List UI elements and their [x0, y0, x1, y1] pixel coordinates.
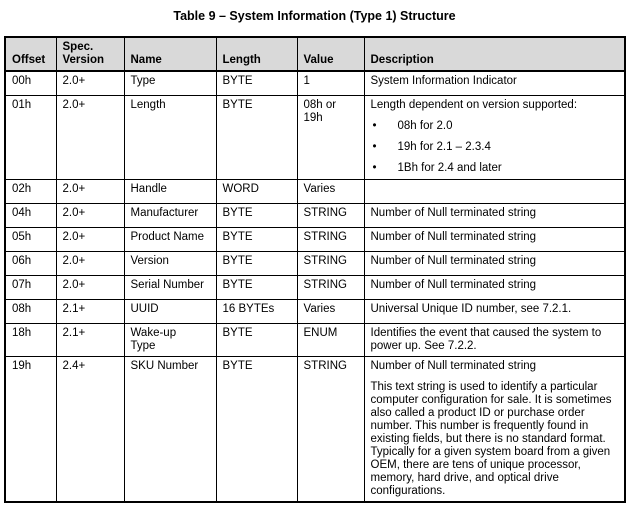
table-row: [5, 324, 625, 357]
table-row: [5, 276, 625, 300]
cell-length: BYTE: [216, 324, 297, 357]
cell-spec: 2.0+: [56, 71, 124, 96]
header-value: Value: [297, 37, 364, 71]
cell-spec: 2.0+: [56, 276, 124, 300]
cell-name: UUID: [124, 300, 216, 324]
cell-description: System Information Indicator: [364, 71, 625, 96]
cell-spec: 2.1+: [56, 300, 124, 324]
cell-name: Product Name: [124, 228, 216, 252]
table-row: [5, 300, 625, 324]
header-length: Length: [216, 37, 297, 71]
table-row: [5, 96, 625, 180]
cell-length: BYTE: [216, 276, 297, 300]
cell-offset: 04h: [5, 204, 56, 228]
cell-spec: 2.0+: [56, 180, 124, 204]
cell-offset: 06h: [5, 252, 56, 276]
header-offset: Offset: [5, 37, 56, 71]
cell-description: Number of Null terminated string: [364, 252, 625, 276]
table-row: [5, 180, 625, 204]
cell-value: Varies: [297, 300, 364, 324]
cell-name: Serial Number: [124, 276, 216, 300]
table-row: [5, 357, 625, 503]
description-text: Number of Null terminated string: [370, 360, 537, 372]
cell-value: STRING: [297, 228, 364, 252]
cell-offset: 07h: [5, 276, 56, 300]
table-row: [5, 252, 625, 276]
bullet-list: [371, 120, 620, 175]
cell-description: Universal Unique ID number, see 7.2.1.: [364, 300, 625, 324]
cell-value: ENUM: [297, 324, 364, 357]
cell-offset: 19h: [5, 357, 56, 503]
cell-offset: 08h: [5, 300, 56, 324]
cell-description: Number of Null terminated string: [364, 276, 625, 300]
cell-description: Number of Null terminated string: [364, 228, 625, 252]
cell-name: Type: [124, 71, 216, 96]
cell-spec: 2.0+: [56, 252, 124, 276]
cell-length: BYTE: [216, 96, 297, 180]
cell-length: 16 BYTEs: [216, 300, 297, 324]
cell-spec: 2.4+: [56, 357, 124, 503]
cell-spec: 2.0+: [56, 96, 124, 180]
cell-value: STRING: [297, 357, 364, 503]
table-title: Table 9 – System Information (Type 1) Structure: [173, 9, 456, 23]
bullet-item: • 08h for 2.0: [371, 120, 620, 133]
cell-description: [364, 357, 625, 503]
cell-description: [364, 96, 625, 180]
cell-value: STRING: [297, 276, 364, 300]
bullet-item: • 19h for 2.1 – 2.3.4: [371, 141, 620, 154]
cell-name: SKU Number: [124, 357, 216, 503]
bullet-item: • 1Bh for 2.4 and later: [371, 162, 620, 175]
description-text: Length dependent on version supported:: [370, 99, 578, 111]
table-row: [5, 204, 625, 228]
cell-length: BYTE: [216, 228, 297, 252]
system-information-table: [4, 36, 626, 503]
cell-name: Version: [124, 252, 216, 276]
cell-value: STRING: [297, 252, 364, 276]
cell-name: Manufacturer: [124, 204, 216, 228]
cell-value: STRING: [297, 204, 364, 228]
cell-value: 08h or 19h: [297, 96, 364, 180]
cell-spec: 2.1+: [56, 324, 124, 357]
cell-offset: 18h: [5, 324, 56, 357]
cell-length: BYTE: [216, 252, 297, 276]
cell-description: Identifies the event that caused the system to power up. See 7.2.2.: [364, 324, 625, 357]
cell-value: Varies: [297, 180, 364, 204]
cell-length: BYTE: [216, 71, 297, 96]
cell-offset: 01h: [5, 96, 56, 180]
cell-description: Number of Null terminated string: [364, 204, 625, 228]
cell-length: WORD: [216, 180, 297, 204]
cell-offset: 02h: [5, 180, 56, 204]
header-description: Description: [364, 37, 625, 71]
cell-spec: 2.0+: [56, 228, 124, 252]
cell-length: BYTE: [216, 204, 297, 228]
header-row: [5, 37, 625, 71]
cell-name: Length: [124, 96, 216, 180]
cell-offset: 05h: [5, 228, 56, 252]
cell-description: [364, 180, 625, 204]
header-name: Name: [124, 37, 216, 71]
cell-spec: 2.0+: [56, 204, 124, 228]
table-row: [5, 71, 625, 96]
cell-value: 1: [297, 71, 364, 96]
header-spec-version: Spec. Version: [56, 37, 124, 71]
description-detail: This text string is used to identify a particular computer configuration for sale. It is sometimes also called a product ID or purchase order number. This number is frequently found in existing fields, but there is no standard format. Typically for a given system board from a given OEM, there are tens of unique processor, memory, hard drive, and optical drive configurations.: [370, 381, 612, 497]
cell-name: Handle: [124, 180, 216, 204]
table-row: [5, 228, 625, 252]
cell-name: Wake-up Type: [124, 324, 216, 357]
cell-length: BYTE: [216, 357, 297, 503]
cell-offset: 00h: [5, 71, 56, 96]
